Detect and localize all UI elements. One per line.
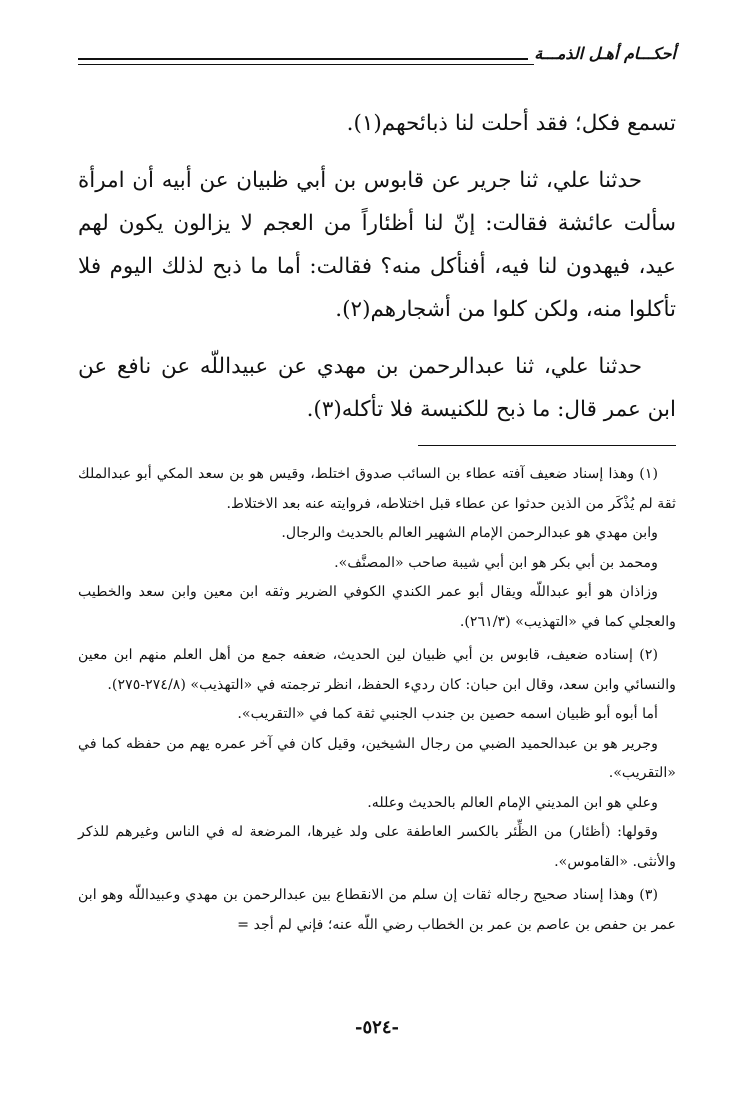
footnote-line: وابن مهدي هو عبدالرحمن الإمام الشهير العالم بالحديث والرجال.: [281, 525, 658, 541]
footnote-separator: [418, 445, 676, 446]
footnote-line: ومحمد بن أبي بكر هو ابن أبي شيبة صاحب «المصنَّف».: [334, 554, 658, 571]
footnote-2: (٢) إسناده ضعيف، قابوس بن أبي ظبيان لين الحديث، ضعفه جمع من أهل العلم منهم ابن معين والنسائي وابن سعد، وقال ابن حبان: كان رديء الحفظ، انظر ترجمته في «التهذيب» (٢٧٤/٨-٢٧٥).: [78, 647, 676, 693]
page-number: -٥٢٤-: [355, 1017, 399, 1038]
header-rule-thick: [78, 58, 534, 60]
main-text: [78, 102, 676, 431]
main-paragraph: تسمع فكل؛ فقد أحلت لنا ذبائحهم(١).: [346, 111, 676, 136]
header-rule-thin: [78, 64, 534, 65]
footnote-line: وعلي هو ابن المديني الإمام العالم بالحديث وعلله.: [367, 794, 658, 811]
footnotes: [78, 460, 676, 940]
footnote-line: وقولها: (أظئار) من الظِّئر بالكسر العاطفة على ولد غيرها، المرضعة له في الناس وغيرهم للذكر والأنثى. «القاموس».: [78, 824, 676, 870]
running-title: أحكـــام أهـل الذمـــة: [528, 44, 676, 63]
main-paragraph: حدثنا علي، ثنا عبدالرحمن بن مهدي عن عبيداللّه عن نافع عن ابن عمر قال: ما ذبح للكنيسة فلا تأكله(٣).: [78, 354, 676, 422]
book-page: [78, 38, 676, 1068]
footnote-1: (١) وهذا إسناد ضعيف آفته عطاء بن السائب صدوق اختلط، وقيس هو بن سعد المكي أبو عبدالملك ثقة لم يُذْكَر من الذين حدثوا عن عطاء قبل اختلاطه، فروايته عنه بعد الاختلاط.: [78, 466, 676, 512]
footnote-line: وجرير هو بن عبدالحميد الضبي من رجال الشيخين، وقيل كان في آخر عمره يهم من حفظه كما في «التقريب».: [78, 735, 676, 781]
footnote-line: وزاذان هو أبو عبداللّه ويقال أبو عمر الكندي الكوفي الضرير وثقه ابن معين وابن سعد والخطيب والعجلي كما في «التهذيب» (٢٦١/٣).: [78, 584, 676, 630]
footnote-3: (٣) وهذا إسناد صحيح رجاله ثقات إن سلم من الانقطاع بين عبدالرحمن بن مهدي وعبيداللّه وهو ابن عمر بن حفص بن عاصم بن عمر بن الخطاب رضي اللّه عنه؛ فإني لم أجد =: [78, 887, 676, 933]
main-paragraph: حدثنا علي، ثنا جرير عن قابوس بن أبي ظبيان عن أبيه أن امرأة سألت عائشة فقالت: إنّ لنا أظئاراً من العجم لا يزالون يكون لهم عيد، فيهدون لنا فيه، أفنأكل منه؟ فقالت: أما ما ذبح لذلك اليوم فلا تأكلوا منه، ولكن كلوا من أشجارهم(٢).: [78, 168, 676, 322]
page-header: [78, 38, 676, 72]
footnote-line: أما أبوه أبو ظبيان اسمه حصين بن جندب الجنبي ثقة كما في «التقريب».: [237, 706, 658, 722]
